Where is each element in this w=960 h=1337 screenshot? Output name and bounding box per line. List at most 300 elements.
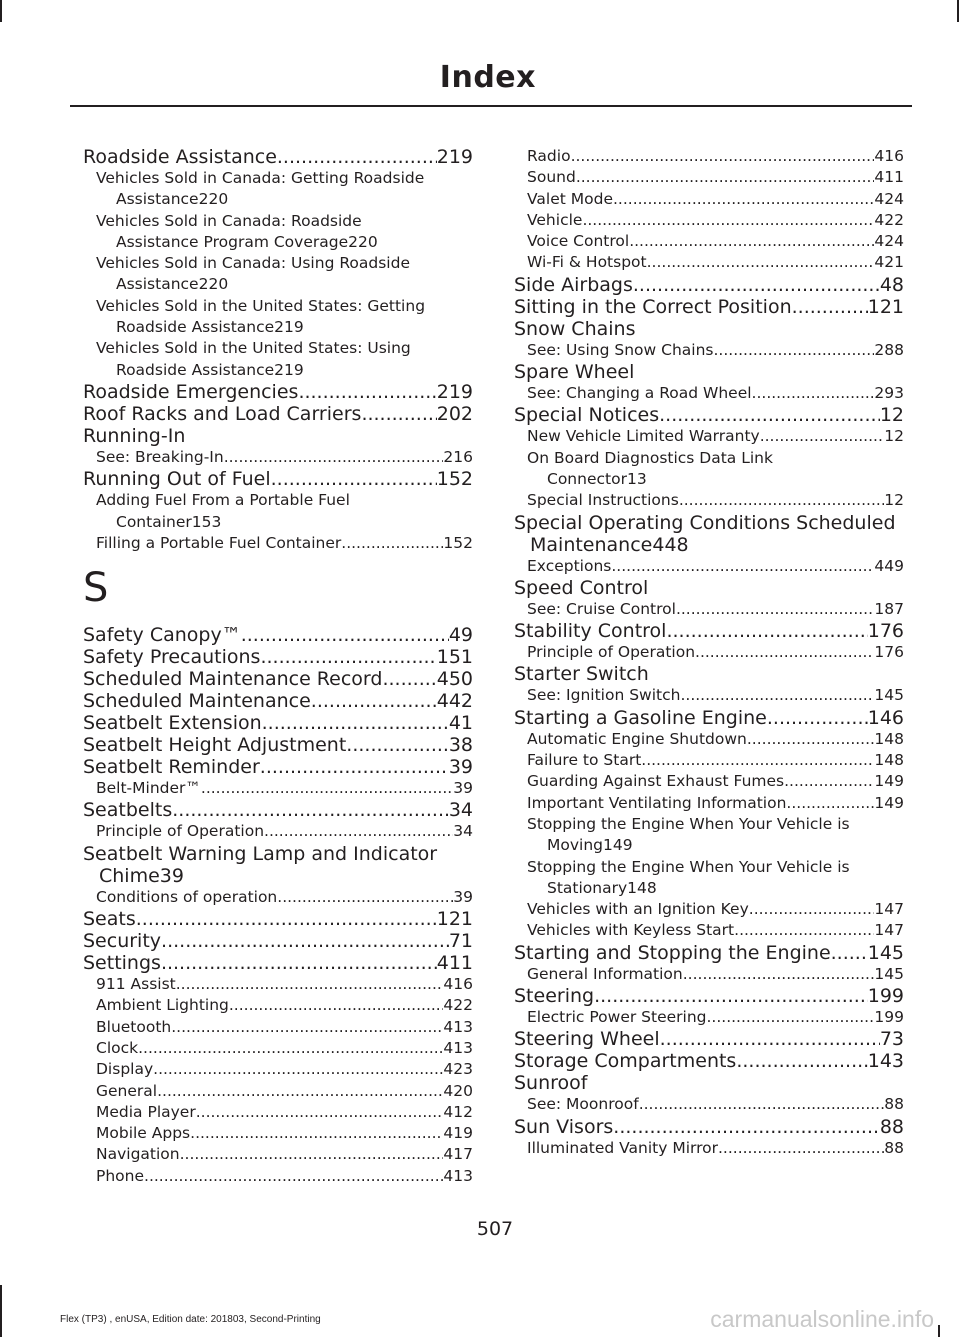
index-subentry[interactable] [83,887,473,908]
entry-label: Moving [547,836,603,855]
dot-leader [341,533,443,554]
index-subentry[interactable] [514,793,904,814]
entry-label-line2 [96,232,473,253]
entry-page-number[interactable]: 48 [879,273,904,296]
dot-leader [736,1050,867,1072]
entry-page-number[interactable]: 176 [874,643,904,662]
entry-label: Steering [514,985,595,1008]
entry-label: Steering Wheel [514,1028,660,1051]
dot-leader [641,750,874,771]
entry-page-number[interactable]: 219 [436,146,473,168]
entry-label: Stability Control [514,620,667,643]
index-entry[interactable] [83,146,473,168]
entry-label: Principle of Operation [527,643,696,662]
entry-page-number[interactable]: 39 [159,864,184,887]
index-subentry[interactable] [83,1059,473,1080]
entry-page-number[interactable]: 219 [436,380,473,403]
index-subentry[interactable] [514,899,904,920]
entry-label-line2 [96,360,473,381]
index-entry[interactable] [514,985,904,1007]
index-entry[interactable] [83,403,473,425]
index-subentry[interactable] [83,974,473,995]
index-subentry[interactable] [514,167,904,188]
index-subentry[interactable] [83,533,473,554]
index-subentry[interactable] [514,490,904,511]
dot-leader [613,1116,880,1138]
index-entry[interactable] [83,952,473,974]
entry-page-number[interactable]: 219 [274,360,304,379]
entry-label-line1: Stopping the Engine When Your Vehicle is [527,814,850,833]
entry-label-line1: Seatbelt Warning Lamp and Indicator [83,842,438,865]
entry-page-number[interactable]: 176 [867,620,904,643]
entry-label: Roadside Assistance [116,318,275,337]
entry-page-number[interactable]: 416 [874,147,904,165]
dot-leader [571,146,875,167]
entry-page-number[interactable]: 411 [874,168,904,187]
entry-label: Assistance [116,190,199,209]
entry-label: Seats [83,908,136,931]
page-number: 507 [476,1218,514,1240]
dot-leader [241,624,449,646]
entry-page-number[interactable]: 73 [879,1028,904,1051]
entry-label: Maintenance [530,533,653,556]
entry-label: Sun Visors [514,1115,614,1138]
entry-page-number[interactable]: 13 [626,469,647,488]
entry-page-number[interactable]: 288 [874,340,904,359]
entry-label-line2 [96,274,473,295]
dot-leader [659,404,880,426]
dot-leader [176,974,444,995]
index-column-right [514,146,904,1159]
index-subentry[interactable] [514,642,904,663]
entry-label: Electric Power Steering [527,1008,707,1027]
entry-page-number[interactable]: 145 [874,964,904,983]
index-subentry[interactable] [514,448,904,491]
index-heading: Speed Control [514,576,649,599]
dot-leader [277,887,453,908]
dot-leader [695,642,874,663]
entry-label: Seatbelt Height Adjustment [83,734,347,757]
index-entry[interactable] [83,930,473,952]
index-subentry[interactable] [514,1138,904,1159]
entry-label-line1: Vehicles Sold in the United States: Using [96,339,411,358]
entry-page-number[interactable]: 39 [453,779,473,798]
entry-page-number[interactable]: 199 [867,985,904,1008]
entry-label: Security [83,930,162,953]
entry-label-line1: Vehicles Sold in Canada: Roadside [96,211,362,230]
index-heading: Spare Wheel [514,361,635,384]
entry-label: Display [96,1060,154,1079]
entry-label: Clock [96,1038,139,1057]
entry-page-number[interactable]: 423 [443,1060,473,1079]
entry-label: Conditions of operation [96,887,278,906]
entry-page-number[interactable]: 39 [453,887,473,906]
entry-label: Starting and Stopping the Engine [514,941,831,964]
dot-leader [611,556,874,577]
index-subentry[interactable] [514,750,904,771]
index-heading: Running-In [83,424,186,447]
entry-label: Assistance [116,275,199,294]
index-entry[interactable] [83,843,473,887]
index-entry[interactable] [83,468,473,490]
index-entry[interactable] [514,1050,904,1072]
entry-label: Ambient Lighting [96,996,229,1015]
index-subentry[interactable] [514,252,904,273]
dot-leader [666,620,867,642]
entry-page-number[interactable]: 219 [274,318,304,337]
header-divider [70,105,912,107]
dot-leader [613,189,874,210]
dot-leader [161,930,449,952]
entry-label-line2 [96,512,473,533]
entry-page-number[interactable]: 88 [884,1095,904,1114]
index-subentry[interactable] [83,338,473,381]
entry-label: Illuminated Vanity Mirror [527,1138,718,1157]
index-entry[interactable] [83,690,473,712]
entry-page-number[interactable]: 153 [191,512,222,531]
entry-label: Scheduled Maintenance [83,690,311,713]
entry-page-number[interactable]: 149 [874,772,904,791]
footer-edition-info: Flex (TP3) , enUSA, Edition date: 201803, Second-Printing [60,1314,321,1325]
entry-label-line1: Vehicles Sold in Canada: Using Roadside [96,254,410,273]
entry-label-line2 [527,835,904,856]
index-column-left [83,146,473,1187]
dot-leader [582,210,874,231]
dot-leader [786,793,874,814]
index-subentry[interactable] [514,556,904,577]
entry-label: Safety Precautions [83,646,261,669]
entry-page-number[interactable]: 12 [884,491,904,510]
dot-leader [784,771,874,792]
entry-label: Special Notices [514,404,660,427]
entry-label: Roof Racks and Load Carriers [83,402,362,425]
index-entry[interactable] [83,756,473,778]
entry-page-number[interactable]: 121 [436,908,473,931]
entry-label: Exceptions [527,556,612,575]
entry-label: Roadside Emergencies [83,380,299,403]
entry-label: Stationary [547,878,628,897]
entry-label-line1: Special Operating Conditions Scheduled [514,511,896,534]
entry-page-number[interactable]: 412 [443,1102,473,1121]
index-subentry[interactable] [514,920,904,941]
entry-label: Roadside Assistance [116,360,275,379]
dot-leader [346,734,449,756]
index-subentry[interactable] [514,1094,904,1115]
entry-page-number[interactable]: 39 [448,756,473,779]
entry-page-number[interactable]: 449 [874,556,904,575]
entry-label: Vehicles with Keyless Start [527,921,735,940]
entry-label-line2 [96,189,473,210]
dot-leader [277,146,437,168]
entry-label-line2 [527,878,904,899]
index-subentry[interactable] [514,426,904,447]
entry-label: Container [116,512,192,531]
dot-leader [260,756,449,778]
dot-leader [264,821,453,842]
dot-leader [629,231,874,252]
index-subentry[interactable] [83,211,473,254]
index-entry[interactable] [514,620,904,642]
index-entry[interactable] [83,646,473,668]
dot-leader [749,899,875,920]
index-subentry[interactable] [514,857,904,900]
index-entry[interactable] [83,624,473,646]
dot-leader [161,952,437,974]
entry-page-number[interactable]: 71 [448,930,473,953]
dot-leader [144,1166,443,1187]
dot-leader [576,167,875,188]
entry-page-number[interactable]: 12 [879,404,904,427]
dot-leader [734,920,874,941]
entry-label: Mobile Apps [96,1124,191,1143]
entry-page-number[interactable]: 202 [436,402,473,425]
entry-page-number[interactable]: 422 [874,210,904,229]
entry-page-number[interactable]: 152 [443,533,473,552]
entry-page-number[interactable]: 146 [867,706,904,729]
entry-label: Sound [527,168,576,187]
entry-label: 911 Assist [96,975,176,994]
dot-leader [171,1017,443,1038]
index-subentry[interactable] [83,1123,473,1144]
entry-label: Filling a Portable Fuel Container [96,533,342,552]
entry-label: Starting a Gasoline Engine [514,706,767,729]
dot-leader [262,712,449,734]
entry-label: Failure to Start [527,751,642,770]
dot-leader [767,707,868,729]
entry-label: Seatbelt Extension [83,712,262,735]
entry-page-number[interactable]: 424 [874,189,904,208]
entry-label: General [96,1081,158,1100]
entry-page-number[interactable]: 147 [874,900,904,919]
index-entry[interactable] [83,381,473,403]
entry-page-number[interactable]: 420 [443,1081,473,1100]
entry-label: Guarding Against Exhaust Fumes [527,772,785,791]
entry-page-number[interactable]: 38 [448,734,473,757]
dot-leader [676,599,874,620]
index-subentry[interactable] [514,685,904,706]
entry-page-number[interactable]: 216 [443,447,473,466]
entry-label-line1: Vehicles Sold in the United States: Getting [96,296,426,315]
entry-label: Sitting in the Correct Position [514,295,792,318]
dot-leader [706,1007,874,1028]
entry-page-number[interactable]: 413 [443,1038,473,1057]
entry-page-number[interactable]: 419 [443,1124,473,1143]
entry-label: Principle of Operation [96,822,265,841]
index-subentry[interactable] [514,771,904,792]
watermark: carmanualsonline.info [710,1306,934,1332]
index-heading: Sunroof [514,1072,588,1095]
index-subentry[interactable] [83,1081,473,1102]
index-subentry[interactable] [83,821,473,842]
dot-leader [229,995,444,1016]
index-subentry[interactable] [514,189,904,210]
entry-page-number[interactable]: 34 [448,799,473,822]
entry-label: New Vehicle Limited Warranty [527,427,760,446]
entry-page-number[interactable]: 148 [874,751,904,770]
index-subentry[interactable] [83,1166,473,1187]
entry-page-number[interactable]: 421 [874,253,904,272]
index-entry[interactable] [83,908,473,930]
entry-page-number[interactable]: 416 [443,975,473,994]
entry-label: Vehicle [527,210,583,229]
entry-page-number[interactable]: 88 [884,1138,904,1157]
entry-label: Assistance Program Coverage [116,232,349,251]
dot-leader [747,729,875,750]
index-subentry[interactable] [514,146,904,167]
index-subentry[interactable] [514,729,904,750]
entry-page-number[interactable]: 88 [879,1115,904,1138]
index-subentry[interactable] [514,383,904,404]
entry-label: Side Airbags [514,273,633,296]
entry-label: Phone [96,1166,145,1185]
entry-page-number[interactable]: 220 [348,232,378,251]
dot-leader [201,778,453,799]
entry-label: Seatbelts [83,799,173,822]
index-subentry[interactable] [83,1017,473,1038]
index-subentry[interactable] [514,210,904,231]
entry-label: See: Cruise Control [527,599,676,618]
entry-page-number[interactable]: 424 [874,232,904,251]
index-heading: Snow Chains [514,317,636,340]
entry-page-number[interactable]: 41 [448,712,473,735]
entry-page-number[interactable]: 199 [874,1008,904,1027]
index-entry[interactable] [514,1028,904,1050]
index-entry[interactable] [514,404,904,426]
index-entry[interactable] [514,512,904,556]
entry-page-number[interactable]: 417 [443,1145,473,1164]
entry-label: See: Using Snow Chains [527,340,714,359]
dot-leader [153,1059,443,1080]
index-entry[interactable] [514,296,904,318]
entry-label-line1: Vehicles Sold in Canada: Getting Roadside [96,169,425,187]
index-entry[interactable] [514,1116,904,1138]
entry-page-number[interactable]: 121 [867,295,904,318]
entry-page-number[interactable]: 34 [453,822,473,841]
entry-label: Radio [527,147,571,165]
index-entry[interactable] [83,668,473,690]
entry-label: Navigation [96,1145,180,1164]
index-subentry[interactable] [83,168,473,211]
entry-page-number[interactable]: 145 [867,941,904,964]
dot-leader [224,447,444,468]
entry-page-number[interactable]: 149 [874,793,904,812]
index-subentry[interactable] [514,814,904,857]
index-subentry[interactable] [83,253,473,296]
crop-mark-bottom-left [0,1285,2,1337]
entry-page-number[interactable]: 220 [198,190,229,209]
entry-label-line1: Adding Fuel From a Portable Fuel [96,491,350,510]
entry-page-number[interactable]: 148 [627,878,657,897]
entry-page-number[interactable]: 143 [867,1050,904,1073]
entry-label: See: Breaking-In [96,447,224,466]
index-subentry[interactable] [514,340,904,361]
dot-leader [752,383,875,404]
entry-page-number[interactable]: 49 [448,624,473,647]
entry-label: Bluetooth [96,1017,172,1036]
index-entry[interactable] [83,712,473,734]
index-entry[interactable] [83,734,473,756]
index-subentry[interactable] [83,1038,473,1059]
entry-page-number[interactable]: 147 [874,921,904,940]
index-entry[interactable] [514,942,904,964]
index-subentry[interactable] [83,296,473,339]
entry-label: See: Ignition Switch [527,686,681,705]
dot-leader [760,426,885,447]
index-subentry[interactable] [514,599,904,620]
index-entry[interactable] [83,799,473,821]
entry-label: Voice Control [527,232,630,251]
dot-leader [633,274,880,296]
index-heading: Starter Switch [514,663,649,686]
dot-leader [190,1123,443,1144]
entry-page-number[interactable]: 413 [443,1017,473,1036]
index-subentry[interactable] [83,1144,473,1165]
entry-page-number[interactable]: 151 [436,646,473,669]
entry-label: Storage Compartments [514,1050,737,1073]
index-subentry[interactable] [83,490,473,533]
entry-page-number[interactable]: 187 [874,599,904,618]
dot-leader [639,1094,885,1115]
entry-label-line2 [96,317,473,338]
entry-label: Running Out of Fuel [83,468,271,491]
entry-page-number[interactable]: 293 [874,384,904,403]
index-subentry[interactable] [514,964,904,985]
index-subentry[interactable] [83,995,473,1016]
entry-label: Valet Mode [527,189,613,208]
entry-page-number[interactable]: 152 [436,468,473,491]
dot-leader [713,340,874,361]
dot-leader [683,964,875,985]
crop-mark-top-left [0,0,2,22]
index-subentry[interactable] [514,1007,904,1028]
section-letter: S [83,565,109,612]
index-subentry[interactable] [83,1102,473,1123]
entry-page-number[interactable]: 448 [652,533,689,556]
dot-leader [298,381,436,403]
dot-leader [260,646,436,668]
entry-page-number[interactable]: 149 [603,836,633,855]
dot-leader [660,1028,880,1050]
entry-page-number[interactable]: 12 [884,427,904,446]
entry-page-number[interactable]: 148 [874,729,904,748]
entry-label-line2 [527,469,904,490]
dot-leader [271,468,437,490]
entry-label: Safety Canopy™ [83,624,241,647]
entry-page-number[interactable]: 442 [436,690,473,713]
entry-label: Chime [99,864,160,887]
dot-leader [196,1102,444,1123]
entry-page-number[interactable]: 145 [874,686,904,705]
entry-label: Special Instructions [527,491,679,510]
entry-label: Vehicles with an Ignition Key [527,900,749,919]
entry-page-number[interactable]: 450 [436,668,473,691]
index-subentry[interactable] [83,447,473,468]
entry-page-number[interactable]: 422 [443,996,473,1015]
entry-label-line2 [83,865,473,887]
dot-leader [157,1081,443,1102]
dot-leader [831,942,868,964]
index-entry[interactable] [514,274,904,296]
dot-leader [718,1138,884,1159]
entry-page-number[interactable]: 413 [443,1166,473,1185]
index-subentry[interactable] [514,231,904,252]
index-entry[interactable] [514,707,904,729]
entry-label: See: Moonroof [527,1095,639,1114]
dot-leader [679,490,884,511]
entry-page-number[interactable]: 220 [198,275,229,294]
entry-page-number[interactable]: 411 [436,952,473,975]
index-subentry[interactable] [83,778,473,799]
